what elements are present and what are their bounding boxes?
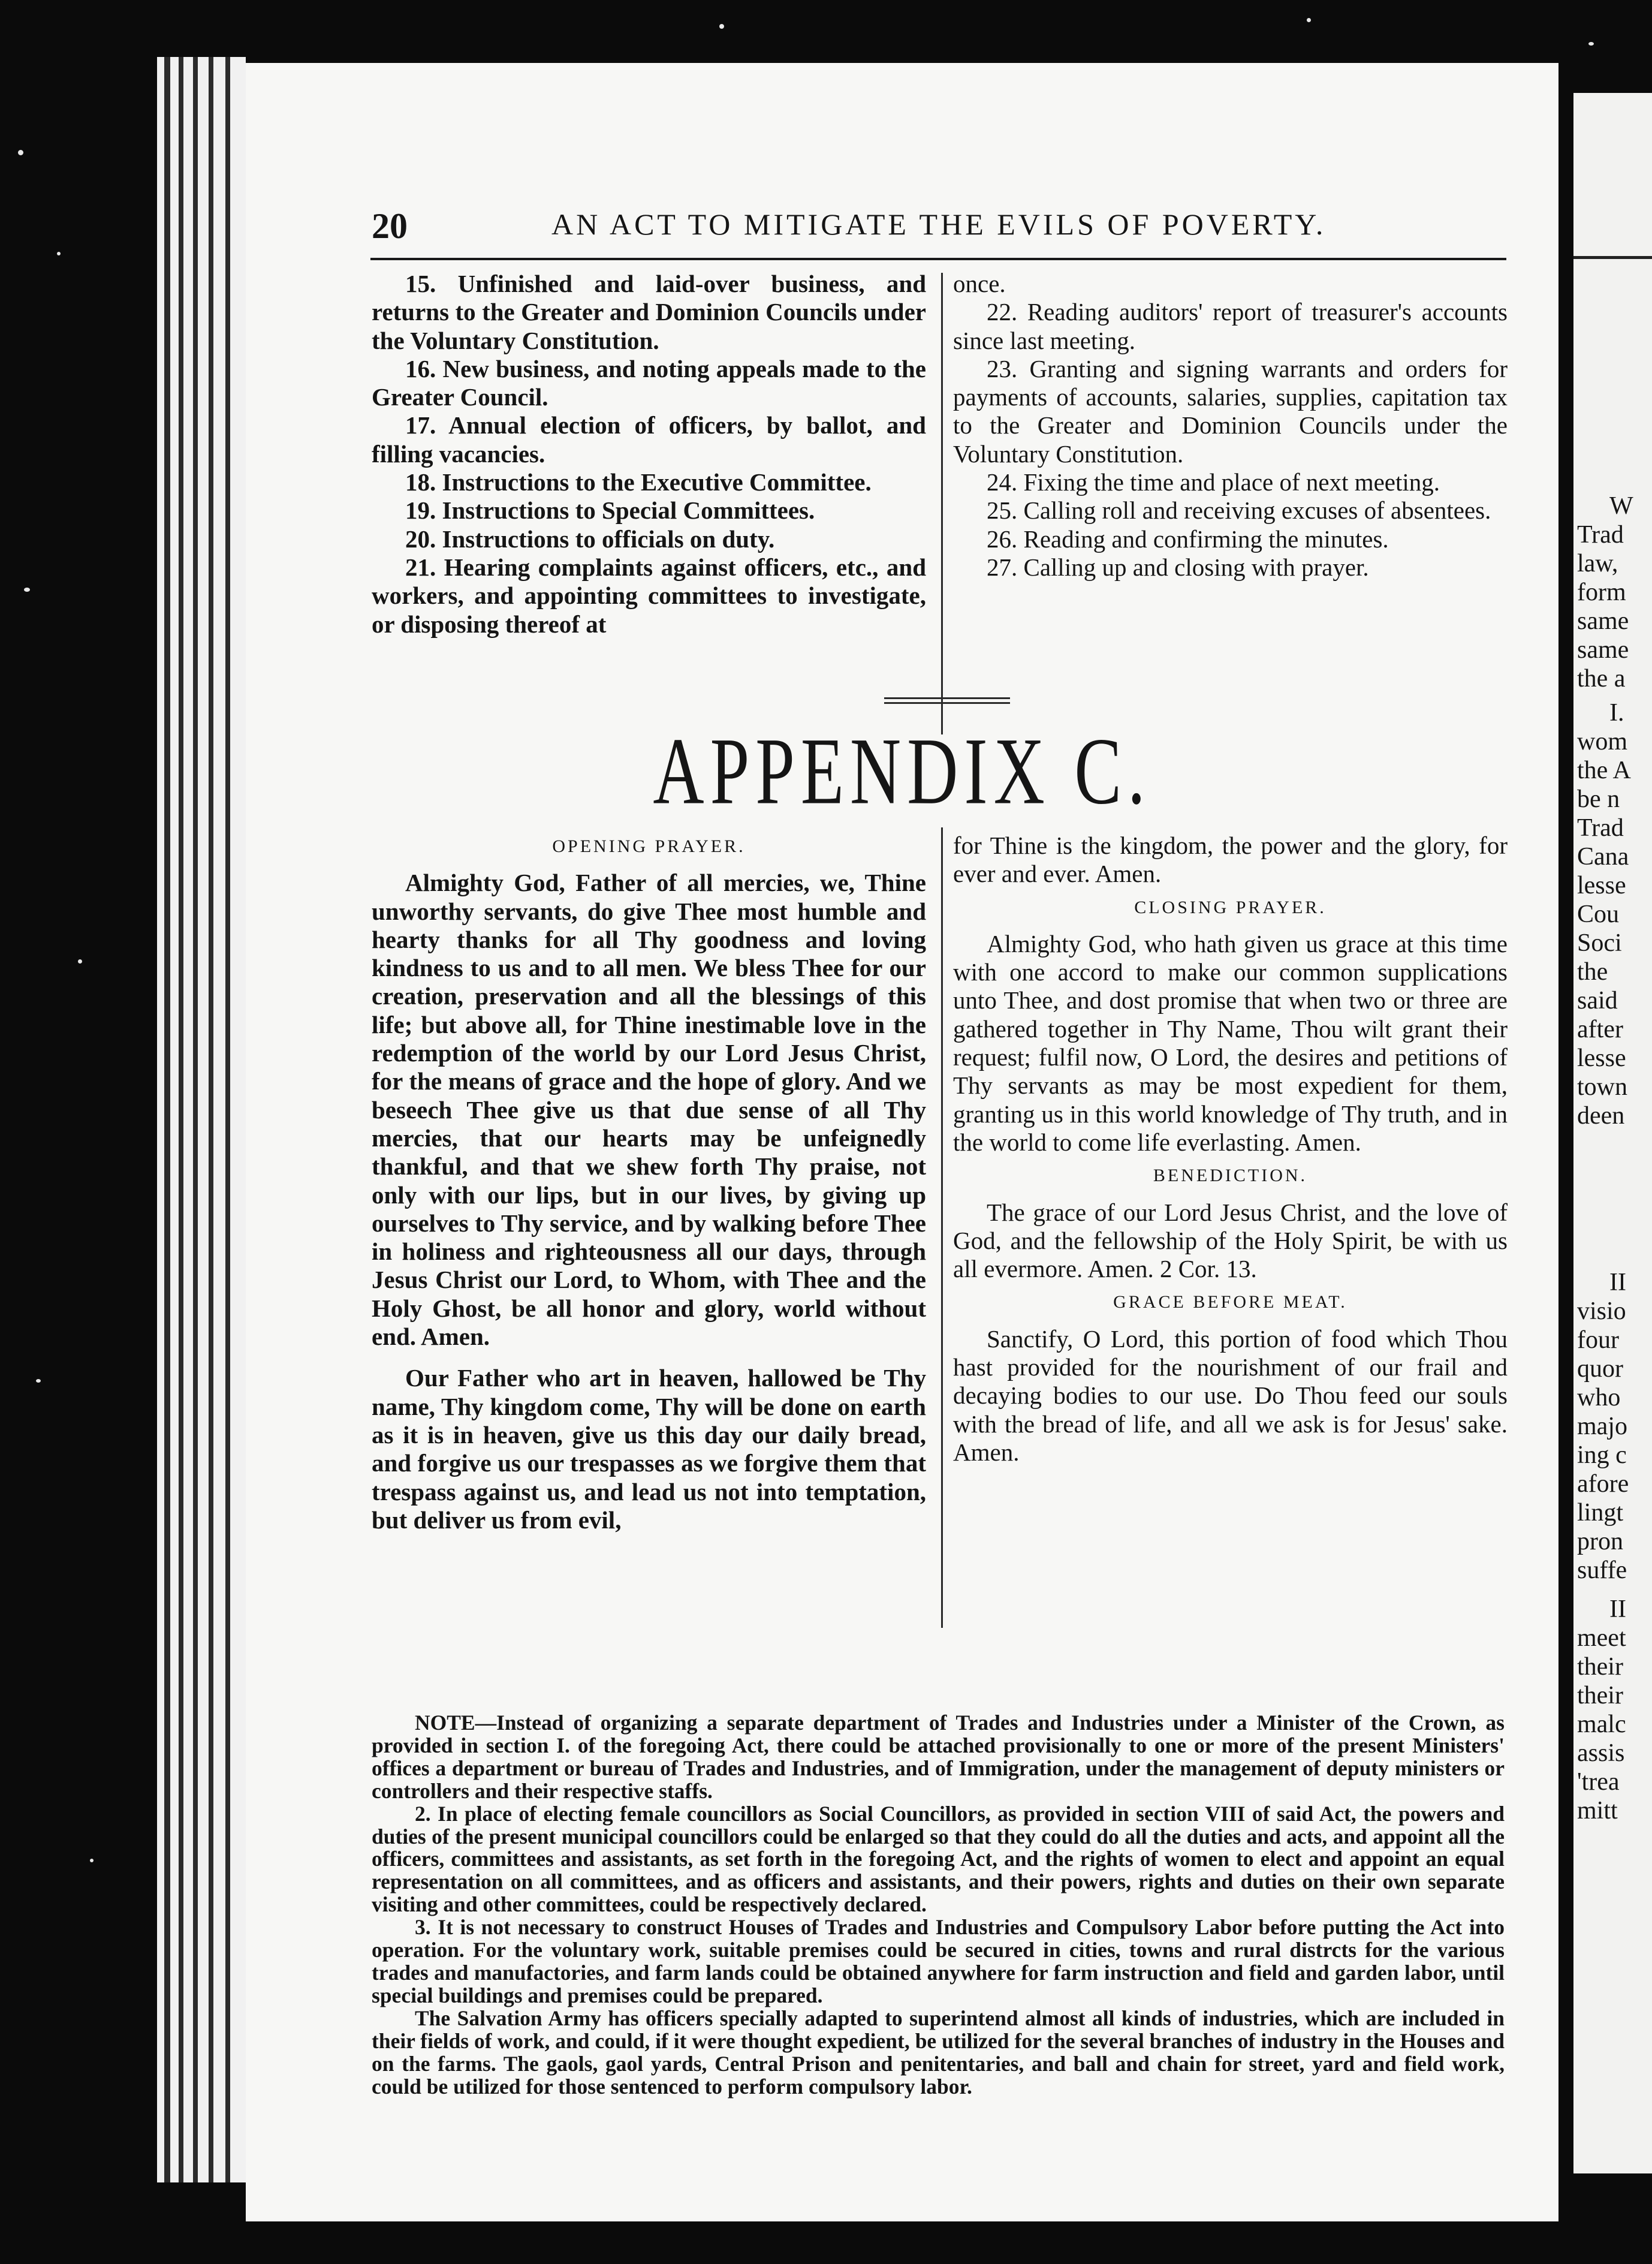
adjacent-line-fragment: assis [1577, 1739, 1625, 1767]
adjacent-line-fragment: who [1577, 1384, 1621, 1411]
adjacent-line-fragment: I. [1609, 699, 1624, 727]
adjacent-line-fragment: suffe [1577, 1556, 1627, 1584]
grace-heading: GRACE BEFORE MEAT. [1113, 1292, 1347, 1312]
adjacent-line-fragment: ing c [1577, 1441, 1627, 1469]
adjacent-line-fragment: Cou [1577, 901, 1620, 928]
note-paragraph: NOTE—Instead of organizing a separate department of Trades and Industries under a Minister of the Crown, as provided in section I. of the foregoing Act, there could be attached provisionally to one or more of the present Ministers' offices a department or bureau of Trades and Industries, and of Immigration, under the management of deputy ministers or controllers and their respective staffs. [372, 1711, 1505, 1803]
book-page [246, 63, 1558, 2221]
list-item: 20. Instructions to officials on duty. [405, 525, 775, 553]
list-item: 25. Calling roll and receiving excuses of absentees. [987, 496, 1491, 525]
list-item: 18. Instructions to the Executive Committee. [405, 468, 872, 496]
adjacent-line-fragment: wom [1577, 728, 1627, 755]
closing-prayer-heading: CLOSING PRAYER. [1134, 897, 1327, 917]
list-item: 17. Annual election of officers, by ballot, and filling vacancies. [372, 411, 926, 468]
page-number: 20 [372, 206, 408, 246]
appendix-ornament-rule [884, 702, 1010, 704]
adjacent-line-fragment: lesse [1577, 1044, 1626, 1072]
appendix-title: APPENDIX C. [653, 718, 1151, 824]
closing-prayer: Almighty God, who hath given us grace at this time with one accord to make our common supplications unto Thee, and dost promise that when two or three are gathered together in Thy Name, Thou wilt grant their request; fulfil now, O Lord, the desires and petitions of Thy servants as may be most expedient for them, granting us in this world knowledge of Thy truth, and in the world to come life everlasting. Amen. [953, 929, 1508, 1156]
list-item: 22. Reading auditors' report of treasurer's accounts since last meeting. [953, 298, 1508, 354]
adjacent-line-fragment: deen [1577, 1102, 1625, 1130]
adjacent-line-fragment: 'trea [1577, 1768, 1620, 1796]
adjacent-line-fragment: Soci [1577, 929, 1622, 957]
note-paragraph: The Salvation Army has officers specially adapted to superintend almost all kinds of industries, which are included in their fields of work, and could, if it were thought expedient, be utilized for the several branches of industry in the Houses and on the farms. The gaols, gaol yards, Central Prison and penitentaries, and ball and chain for street, yard and field work, could be utilized for those sentenced to perform compulsory labor. [372, 2006, 1505, 2099]
column-divider [941, 827, 943, 1628]
list-item: 23. Granting and signing warrants and orders for payments of accounts, salaries, supplies, capitation tax to the Greater and Dominion Councils under the Voluntary Constitution. [953, 354, 1508, 468]
list-item: 27. Calling up and closing with prayer. [987, 553, 1369, 581]
adjacent-line-fragment: lesse [1577, 872, 1626, 899]
opening-prayer-heading: OPENING PRAYER. [552, 836, 746, 856]
adjacent-line-fragment: meet [1577, 1624, 1626, 1652]
adjacent-line-fragment: same [1577, 607, 1629, 635]
adjacent-line-fragment: the [1577, 958, 1608, 986]
adjacent-line-fragment: W [1609, 492, 1633, 520]
adjacent-line-fragment: town [1577, 1073, 1627, 1101]
adjacent-line-fragment: pron [1577, 1528, 1623, 1555]
adjacent-line-fragment: afore [1577, 1470, 1629, 1498]
note-paragraph: 3. It is not necessary to construct Houses of Trades and Industries and Compulsory Labor before putting the Act into operation. For the voluntary work, suitable premises could be secured in cities, towns and rural distrcts for the various trades and manufactories, and farm lands could be obtained anywhere for farm instruction and field and garden labor, until special buildings and premises could be prepared. [372, 1915, 1505, 2007]
lords-prayer: Our Father who art in heaven, hallowed be Thy name, Thy kingdom come, Thy will be done on earth as it is in heaven, give us this day our daily bread, and forgive us our trespasses as we forgive them that trespass against us, and lead us not into temptation, but deliver us from evil, [372, 1364, 926, 1534]
adjacent-page-rule [1573, 256, 1652, 259]
adjacent-line-fragment: malc [1577, 1711, 1626, 1738]
adjacent-line-fragment: form [1577, 579, 1626, 606]
adjacent-line-fragment: after [1577, 1016, 1623, 1043]
list-item: 19. Instructions to Special Committees. [405, 496, 815, 525]
column-divider [941, 273, 943, 734]
adjacent-line-fragment: quor [1577, 1355, 1623, 1383]
adjacent-line-fragment: law, [1577, 550, 1618, 577]
appendix-ornament-rule [884, 697, 1010, 699]
adjacent-line-fragment: said [1577, 987, 1618, 1014]
grace-before-meat: Sanctify, O Lord, this portion of food which Thou hast provided for the nourishment of our frail and decaying bodies to our use. Do Thou feed our souls with the bread of life, and all we ask is for Jesus' sake. Amen. [953, 1324, 1508, 1466]
adjacent-line-fragment: their [1577, 1682, 1623, 1709]
note-paragraph: 2. In place of electing female councillors as Social Councillors, as provided in section VIII of said Act, the powers and duties of the present municipal councillors could be enlarged so that they could do all the duties and acts, and appoint all the officers, committees and assistants, as set forth in the foregoing Act, and the rights of women to elect and appoint an equal representation on all committees, and as officers and assistants, and their powers, rights and duties on their own separate visiting and other committees, could be respectively declared. [372, 1801, 1505, 1917]
list-item: once. [953, 270, 1006, 297]
adjacent-line-fragment: visio [1577, 1297, 1626, 1325]
footnote [372, 1712, 1505, 2098]
adjacent-page-fragment [1573, 93, 1652, 2173]
order-of-business-left [372, 270, 926, 639]
running-title: AN ACT TO MITIGATE THE EVILS OF POVERTY. [551, 207, 1327, 241]
header-rule [370, 258, 1506, 260]
adjacent-line-fragment: their [1577, 1653, 1623, 1681]
adjacent-line-fragment: the A [1577, 757, 1631, 784]
adjacent-line-fragment: Trad [1577, 521, 1624, 549]
adjacent-line-fragment: II [1609, 1595, 1626, 1623]
appendix-left-column [372, 827, 926, 1534]
list-item: 21. Hearing complaints against officers, etc., and workers, and appointing committees to investigate, or disposing thereof at [372, 553, 927, 638]
adjacent-line-fragment: be n [1577, 785, 1620, 813]
order-of-business-right [953, 270, 1508, 582]
adjacent-line-fragment: the a [1577, 665, 1626, 693]
adjacent-line-fragment: mitt [1577, 1797, 1618, 1825]
opening-prayer: Almighty God, Father of all mercies, we, Thine unworthy servants, do give Thee most humble and hearty thanks for all Thy goodness and loving kindness to us and to all men. We bless Thee for our creation, preservation and all the blessings of this life; but above all, for Thine inestimable love in the redemption of the world by our Lord Jesus Christ, for the means of grace and the hope of glory. And we beseech Thee give us that due sense of all Thy mercies, that our hearts may be unfeignedly thankful, and that we shew forth Thy praise, not only with our lips, but in our lives, by giving up ourselves to Thy service, and by walking before Thee in holiness and righteousness all our days, through Jesus Christ our Lord, to Whom, with Thee and the Holy Ghost, be all honor and glory, world without end. Amen. [372, 869, 926, 1351]
benediction: The grace of our Lord Jesus Christ, and the love of God, and the fellowship of the Holy Spirit, be with us all evermore. Amen. 2 Cor. 13. [953, 1198, 1508, 1283]
running-head [372, 206, 1505, 248]
appendix-right-column [953, 832, 1508, 1467]
adjacent-line-fragment: Trad [1577, 814, 1624, 842]
adjacent-line-fragment: II [1609, 1269, 1626, 1296]
benediction-heading: BENEDICTION. [1153, 1166, 1308, 1186]
adjacent-line-fragment: four [1577, 1326, 1619, 1354]
list-item: 15. Unfinished and laid-over business, and returns to the Greater and Dominion Councils under the Voluntary Constitution. [372, 270, 926, 354]
list-item: 26. Reading and confirming the minutes. [987, 525, 1389, 553]
adjacent-line-fragment: Cana [1577, 843, 1629, 871]
lords-prayer-end: for Thine is the kingdom, the power and the glory, for ever and ever. Amen. [953, 832, 1508, 888]
adjacent-line-fragment: same [1577, 636, 1629, 664]
list-item: 24. Fixing the time and place of next meeting. [987, 468, 1440, 496]
list-item: 16. New business, and noting appeals made to the Greater Council. [372, 354, 927, 411]
adjacent-line-fragment: lingt [1577, 1499, 1624, 1527]
adjacent-line-fragment: majo [1577, 1413, 1627, 1440]
